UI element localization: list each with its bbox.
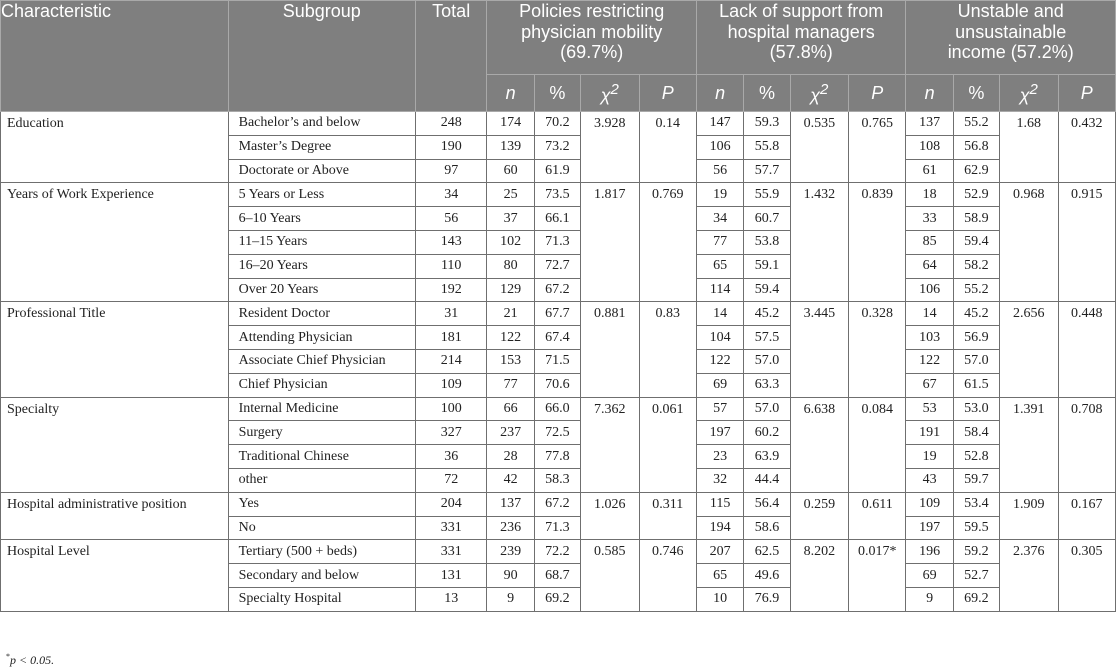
subgroup-cell: Associate Chief Physician — [228, 349, 415, 373]
characteristic-cell: Hospital Level — [1, 540, 229, 611]
pct-cell: 67.4 — [534, 326, 580, 350]
table-row — [1, 397, 1116, 421]
pct-cell: 57.0 — [953, 349, 999, 373]
pct-cell: 59.3 — [744, 112, 790, 136]
table-row — [1, 183, 1116, 207]
n-cell: 137 — [906, 112, 953, 136]
p-value-cell: 0.305 — [1058, 540, 1116, 611]
chi-square-cell: 3.445 — [790, 302, 848, 397]
pct-cell: 71.5 — [534, 349, 580, 373]
p-value-cell: 0.167 — [1058, 492, 1116, 540]
n-cell: 64 — [906, 254, 953, 278]
n-cell: 57 — [696, 397, 743, 421]
total-cell: 56 — [415, 207, 487, 231]
n-cell: 122 — [906, 349, 953, 373]
pct-cell: 58.3 — [534, 468, 580, 492]
table-body — [1, 112, 1116, 612]
p-value-cell: 0.83 — [639, 302, 696, 397]
subgroup-cell: Surgery — [228, 421, 415, 445]
pct-cell: 69.2 — [534, 587, 580, 611]
pct-cell: 55.2 — [953, 112, 999, 136]
n-cell: 69 — [906, 564, 953, 588]
subgroup-cell: Tertiary (500 + beds) — [228, 540, 415, 564]
chi-square-cell: 0.968 — [1000, 183, 1058, 302]
pct-cell: 52.8 — [953, 445, 999, 469]
n-cell: 25 — [487, 183, 534, 207]
pct-header: % — [744, 75, 790, 112]
pct-cell: 58.4 — [953, 421, 999, 445]
subgroup-cell: Secondary and below — [228, 564, 415, 588]
characteristic-header: Characteristic — [1, 1, 229, 112]
n-cell: 56 — [696, 159, 743, 183]
n-cell: 33 — [906, 207, 953, 231]
pct-cell: 59.4 — [744, 278, 790, 302]
pct-cell: 70.6 — [534, 373, 580, 397]
p-value-cell: 0.839 — [849, 183, 906, 302]
n-cell: 194 — [696, 516, 743, 540]
n-cell: 239 — [487, 540, 534, 564]
table-row — [1, 302, 1116, 326]
total-cell: 181 — [415, 326, 487, 350]
characteristic-cell: Years of Work Experience — [1, 183, 229, 302]
pct-cell: 61.9 — [534, 159, 580, 183]
n-cell: 103 — [906, 326, 953, 350]
subgroup-cell: 6–10 Years — [228, 207, 415, 231]
n-cell: 9 — [487, 587, 534, 611]
n-cell: 23 — [696, 445, 743, 469]
pct-cell: 56.4 — [744, 492, 790, 516]
pct-cell: 52.7 — [953, 564, 999, 588]
pct-cell: 62.9 — [953, 159, 999, 183]
n-header: n — [906, 75, 953, 112]
n-cell: 67 — [906, 373, 953, 397]
p-value-cell: 0.448 — [1058, 302, 1116, 397]
pct-cell: 59.4 — [953, 230, 999, 254]
n-cell: 34 — [696, 207, 743, 231]
pct-cell: 58.6 — [744, 516, 790, 540]
n-cell: 104 — [696, 326, 743, 350]
pct-cell: 71.3 — [534, 230, 580, 254]
subgroup-cell: Resident Doctor — [228, 302, 415, 326]
total-cell: 31 — [415, 302, 487, 326]
pct-cell: 57.0 — [744, 349, 790, 373]
chi-square-cell: 1.68 — [1000, 112, 1058, 183]
pct-cell: 59.5 — [953, 516, 999, 540]
n-cell: 10 — [696, 587, 743, 611]
n-cell: 69 — [696, 373, 743, 397]
p-value-cell: 0.084 — [849, 397, 906, 492]
subgroup-cell: Internal Medicine — [228, 397, 415, 421]
total-cell: 131 — [415, 564, 487, 588]
n-cell: 102 — [487, 230, 534, 254]
n-cell: 197 — [906, 516, 953, 540]
total-cell: 109 — [415, 373, 487, 397]
n-cell: 28 — [487, 445, 534, 469]
pct-cell: 73.5 — [534, 183, 580, 207]
n-cell: 9 — [906, 587, 953, 611]
n-cell: 207 — [696, 540, 743, 564]
table-row — [1, 492, 1116, 516]
chi-square-cell: 0.881 — [581, 302, 639, 397]
n-cell: 60 — [487, 159, 534, 183]
pct-cell: 63.3 — [744, 373, 790, 397]
p-header: P — [849, 75, 906, 112]
characteristic-cell: Professional Title — [1, 302, 229, 397]
pct-cell: 72.7 — [534, 254, 580, 278]
pct-cell: 56.9 — [953, 326, 999, 350]
pct-cell: 61.5 — [953, 373, 999, 397]
n-cell: 106 — [906, 278, 953, 302]
total-cell: 34 — [415, 183, 487, 207]
pct-header: % — [953, 75, 999, 112]
pct-cell: 45.2 — [744, 302, 790, 326]
n-cell: 153 — [487, 349, 534, 373]
pct-cell: 57.5 — [744, 326, 790, 350]
footnote: *p < 0.05. — [6, 652, 55, 667]
p-header: P — [639, 75, 696, 112]
pct-cell: 60.7 — [744, 207, 790, 231]
pct-cell: 63.9 — [744, 445, 790, 469]
n-cell: 21 — [487, 302, 534, 326]
total-cell: 204 — [415, 492, 487, 516]
total-cell: 331 — [415, 540, 487, 564]
pct-cell: 66.1 — [534, 207, 580, 231]
n-cell: 108 — [906, 135, 953, 159]
n-cell: 14 — [696, 302, 743, 326]
characteristic-cell: Education — [1, 112, 229, 183]
pct-cell: 59.1 — [744, 254, 790, 278]
n-cell: 61 — [906, 159, 953, 183]
n-cell: 129 — [487, 278, 534, 302]
group-header-policies: Policies restricting physician mobility (69.7%) — [487, 1, 697, 75]
n-cell: 65 — [696, 564, 743, 588]
chi-square-cell: 7.362 — [581, 397, 639, 492]
chi-square-header — [790, 75, 848, 112]
total-header: Total — [415, 1, 487, 112]
n-cell: 19 — [696, 183, 743, 207]
pct-cell: 53.4 — [953, 492, 999, 516]
n-cell: 122 — [487, 326, 534, 350]
n-header: n — [487, 75, 534, 112]
chi-square-cell: 1.391 — [1000, 397, 1058, 492]
characteristic-cell: Hospital administrative position — [1, 492, 229, 540]
n-cell: 137 — [487, 492, 534, 516]
n-cell: 53 — [906, 397, 953, 421]
p-value-cell: 0.769 — [639, 183, 696, 302]
subgroup-cell: Chief Physician — [228, 373, 415, 397]
p-value-cell: 0.432 — [1058, 112, 1116, 183]
subgroup-cell: Bachelor’s and below — [228, 112, 415, 136]
n-cell: 196 — [906, 540, 953, 564]
total-cell: 100 — [415, 397, 487, 421]
pct-cell: 67.7 — [534, 302, 580, 326]
n-cell: 114 — [696, 278, 743, 302]
n-cell: 85 — [906, 230, 953, 254]
subgroup-cell: Doctorate or Above — [228, 159, 415, 183]
subgroup-cell: 16–20 Years — [228, 254, 415, 278]
chi-square-cell: 1.909 — [1000, 492, 1058, 540]
p-value-cell: 0.017* — [849, 540, 906, 611]
total-cell: 143 — [415, 230, 487, 254]
pct-cell: 67.2 — [534, 278, 580, 302]
total-cell: 327 — [415, 421, 487, 445]
pct-cell: 67.2 — [534, 492, 580, 516]
n-cell: 77 — [696, 230, 743, 254]
subgroup-cell: Attending Physician — [228, 326, 415, 350]
n-cell: 65 — [696, 254, 743, 278]
chi-symbol: χ — [810, 84, 821, 105]
p-value-cell: 0.311 — [639, 492, 696, 540]
chi-square-cell: 1.817 — [581, 183, 639, 302]
p-header: P — [1058, 75, 1116, 112]
total-cell: 110 — [415, 254, 487, 278]
pct-cell: 69.2 — [953, 587, 999, 611]
chi-square-header — [1000, 75, 1058, 112]
subgroup-cell: 11–15 Years — [228, 230, 415, 254]
n-cell: 109 — [906, 492, 953, 516]
pct-cell: 44.4 — [744, 468, 790, 492]
n-cell: 14 — [906, 302, 953, 326]
pct-cell: 57.0 — [744, 397, 790, 421]
chi-square-cell: 0.535 — [790, 112, 848, 183]
pct-cell: 77.8 — [534, 445, 580, 469]
n-header: n — [696, 75, 743, 112]
n-cell: 77 — [487, 373, 534, 397]
chi-square-cell: 6.638 — [790, 397, 848, 492]
chi-square-cell: 2.656 — [1000, 302, 1058, 397]
chi-square-cell: 2.376 — [1000, 540, 1058, 611]
pct-cell: 73.2 — [534, 135, 580, 159]
n-cell: 43 — [906, 468, 953, 492]
pct-cell: 60.2 — [744, 421, 790, 445]
pct-cell: 59.7 — [953, 468, 999, 492]
pct-cell: 53.8 — [744, 230, 790, 254]
n-cell: 19 — [906, 445, 953, 469]
chi-square-cell: 3.928 — [581, 112, 639, 183]
pct-cell: 45.2 — [953, 302, 999, 326]
n-cell: 139 — [487, 135, 534, 159]
n-cell: 37 — [487, 207, 534, 231]
pct-cell: 70.2 — [534, 112, 580, 136]
n-cell: 236 — [487, 516, 534, 540]
p-value-cell: 0.328 — [849, 302, 906, 397]
pct-cell: 71.3 — [534, 516, 580, 540]
table-row — [1, 540, 1116, 564]
total-cell: 248 — [415, 112, 487, 136]
total-cell: 190 — [415, 135, 487, 159]
chi-exponent: 2 — [610, 80, 619, 98]
subgroup-cell: Yes — [228, 492, 415, 516]
group-header-income: Unstable and unsustainable income (57.2%) — [906, 1, 1116, 75]
pct-cell: 55.9 — [744, 183, 790, 207]
group-header-support: Lack of support from hospital managers (57.8%) — [696, 1, 905, 75]
chi-symbol: χ — [600, 84, 611, 105]
chi-square-header — [581, 75, 639, 112]
p-value-cell: 0.061 — [639, 397, 696, 492]
subgroup-header: Subgroup — [228, 1, 415, 112]
pct-cell: 59.2 — [953, 540, 999, 564]
p-value-cell: 0.14 — [639, 112, 696, 183]
subgroup-cell: other — [228, 468, 415, 492]
pct-cell: 62.5 — [744, 540, 790, 564]
pct-cell: 49.6 — [744, 564, 790, 588]
pct-cell: 57.7 — [744, 159, 790, 183]
pct-cell: 72.2 — [534, 540, 580, 564]
characteristic-cell: Specialty — [1, 397, 229, 492]
chi-square-cell: 1.432 — [790, 183, 848, 302]
p-value-cell: 0.765 — [849, 112, 906, 183]
n-cell: 66 — [487, 397, 534, 421]
n-cell: 18 — [906, 183, 953, 207]
pct-cell: 66.0 — [534, 397, 580, 421]
pct-cell: 58.2 — [953, 254, 999, 278]
pct-cell: 53.0 — [953, 397, 999, 421]
pct-cell: 55.2 — [953, 278, 999, 302]
p-value-cell: 0.708 — [1058, 397, 1116, 492]
pct-cell: 58.9 — [953, 207, 999, 231]
n-cell: 32 — [696, 468, 743, 492]
p-value-cell: 0.915 — [1058, 183, 1116, 302]
table-row — [1, 112, 1116, 136]
total-cell: 36 — [415, 445, 487, 469]
total-cell: 13 — [415, 587, 487, 611]
p-value-cell: 0.746 — [639, 540, 696, 611]
subgroup-cell: Master’s Degree — [228, 135, 415, 159]
total-cell: 214 — [415, 349, 487, 373]
p-value-cell: 0.611 — [849, 492, 906, 540]
chi-square-cell: 0.259 — [790, 492, 848, 540]
subgroup-cell: 5 Years or Less — [228, 183, 415, 207]
chi-square-cell: 0.585 — [581, 540, 639, 611]
header-row-top — [1, 1, 1116, 75]
n-cell: 115 — [696, 492, 743, 516]
subgroup-cell: Over 20 Years — [228, 278, 415, 302]
total-cell: 97 — [415, 159, 487, 183]
pct-cell: 55.8 — [744, 135, 790, 159]
n-cell: 90 — [487, 564, 534, 588]
total-cell: 72 — [415, 468, 487, 492]
subgroup-cell: Specialty Hospital — [228, 587, 415, 611]
chi-square-cell: 8.202 — [790, 540, 848, 611]
n-cell: 237 — [487, 421, 534, 445]
pct-cell: 56.8 — [953, 135, 999, 159]
n-cell: 191 — [906, 421, 953, 445]
subgroup-cell: No — [228, 516, 415, 540]
subgroup-cell: Traditional Chinese — [228, 445, 415, 469]
total-cell: 192 — [415, 278, 487, 302]
pct-cell: 52.9 — [953, 183, 999, 207]
n-cell: 80 — [487, 254, 534, 278]
n-cell: 106 — [696, 135, 743, 159]
pct-cell: 76.9 — [744, 587, 790, 611]
pct-cell: 72.5 — [534, 421, 580, 445]
total-cell: 331 — [415, 516, 487, 540]
n-cell: 147 — [696, 112, 743, 136]
n-cell: 122 — [696, 349, 743, 373]
chi-exponent: 2 — [1029, 80, 1038, 98]
pct-header: % — [534, 75, 580, 112]
n-cell: 42 — [487, 468, 534, 492]
chi-square-cell: 1.026 — [581, 492, 639, 540]
pct-cell: 68.7 — [534, 564, 580, 588]
chi-exponent: 2 — [820, 80, 829, 98]
n-cell: 174 — [487, 112, 534, 136]
n-cell: 197 — [696, 421, 743, 445]
chi-symbol: χ — [1019, 84, 1030, 105]
